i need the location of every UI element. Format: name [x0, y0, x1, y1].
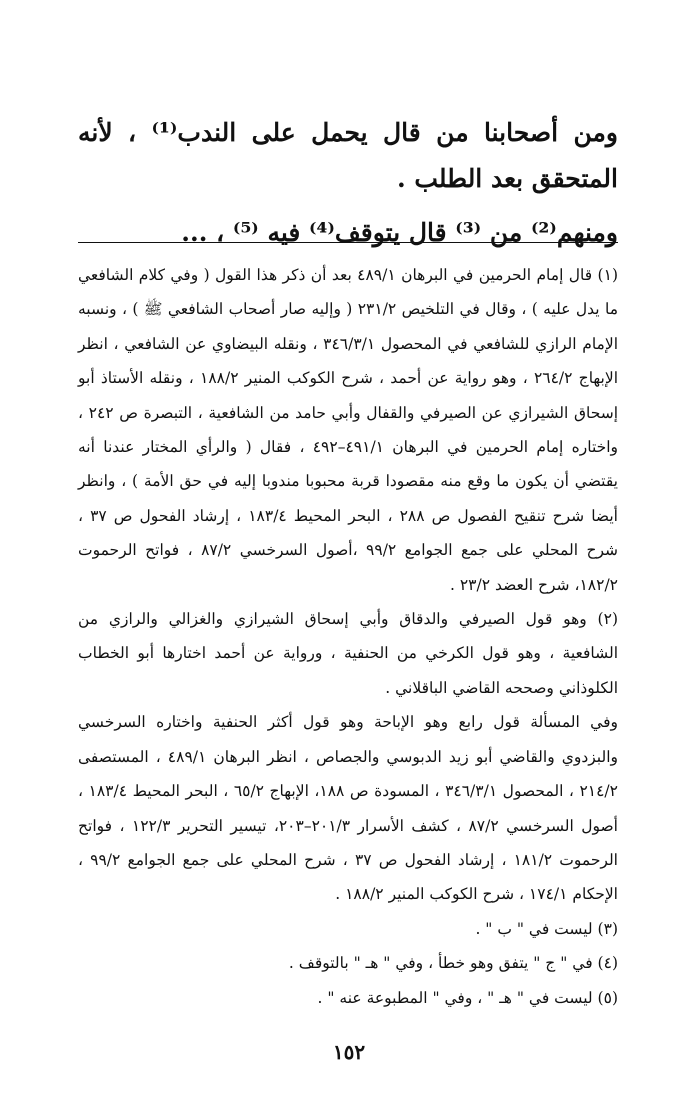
- main-text: [78, 110, 618, 256]
- main-text-line-1: ومن أصحابنا من قال يحمل على الندب⁽¹⁾ ، لأنه المتحقق بعد الطلب .: [78, 118, 618, 193]
- page-number: ١٥٢: [332, 1040, 366, 1064]
- footnote-2: (٢) وهو قول الصيرفي والدقاق وأبي إسحاق الشيرازي والغزالي والرازي من الشافعية ، وهو قول الكرخي من الحنفية ، ورواية عن أحمد اختارها أبو الخطاب الكلوذاني وصححه القاضي الباقلاني .: [78, 610, 618, 697]
- footnote-4: (٤) في " ج " يتفق وهو خطأ ، وفي " هـ " بالتوقف .: [288, 954, 618, 973]
- footnotes: [78, 258, 618, 1015]
- footnote-3: (٣) ليست في " ب " .: [475, 919, 618, 938]
- footnote-5: (٥) ليست في " هـ " ، وفي " المطبوعة عنه " .: [317, 988, 618, 1007]
- main-text-line-2: ومنهم⁽²⁾ من ⁽³⁾ قال يتوقف⁽⁴⁾ فيه ⁽⁵⁾ ، ...: [181, 218, 618, 247]
- footnote-2-continued: وفي المسألة قول رابع وهو الإباحة وهو قول أكثر الحنفية واختاره السرخسي والبزدوي والقاضي أبو زيد الدبوسي والجصاص ، انظر البرهان ٤٨٩/١ ، المستصفى ٢١٤/٢ ، المحصول ٣٤٦/٣/١ ، المسودة ص ١٨٨، الإبهاج ٦٥/٢ ، البحر المحيط ١٨٣/٤ ، أصول السرخسي ٨٧/٢ ، كشف الأسرار ٢٠١/٣–٢٠٣، تيسير التحرير ١٢٢/٣ ، فواتح الرحموت ١٨١/٢ ، إرشاد الفحول ص ٣٧ ، شرح المحلي على جمع الجوامع ٩٩/٢ ، الإحكام ١٧٤/١ ، شرح الكوكب المنير ١٨٨/٢ .: [78, 713, 618, 904]
- footnote-separator: [78, 242, 618, 243]
- footnote-1: (١) قال إمام الحرمين في البرهان ٤٨٩/١ بعد أن ذكر هذا القول ( وفي كلام الشافعي ما يدل عليه ) ، وقال في التلخيص ٢٣١/٢ ( وإليه صار أصحاب الشافعي ﷺ ) ، ونسبه الإمام الرازي للشافعي في المحصول ٣٤٦/٣/١ ، ونقله البيضاوي عن الشافعي ، انظر الإبهاج ٢٦٤/٢ ، وهو رواية عن أحمد ، شرح الكوكب المنير ١٨٨/٢ ، ونقله الأستاذ أبو إسحاق الشيرازي عن الصيرفي والقفال وأبي حامد من الشافعية ، التبصرة ص ٢٤٢ ، واختاره إمام الحرمين في البرهان ٤٩١/١–٤٩٢ ، فقال ( والرأي المختار عندنا أنه يقتضي أن يكون ما وقع منه مقصودا قربة محبوبا مندوبا إليه في حق الأمة ) ، وانظر أيضا شرح تنقيح الفصول ص ٢٨٨ ، البحر المحيط ١٨٣/٤ ، إرشاد الفحول ص ٣٧ ، شرح المحلي على جمع الجوامع ٩٩/٢ ،أصول السرخسي ٨٧/٢ ، فواتح الرحموت ١٨٢/٢، شرح العضد ٢٣/٢ .: [78, 266, 619, 594]
